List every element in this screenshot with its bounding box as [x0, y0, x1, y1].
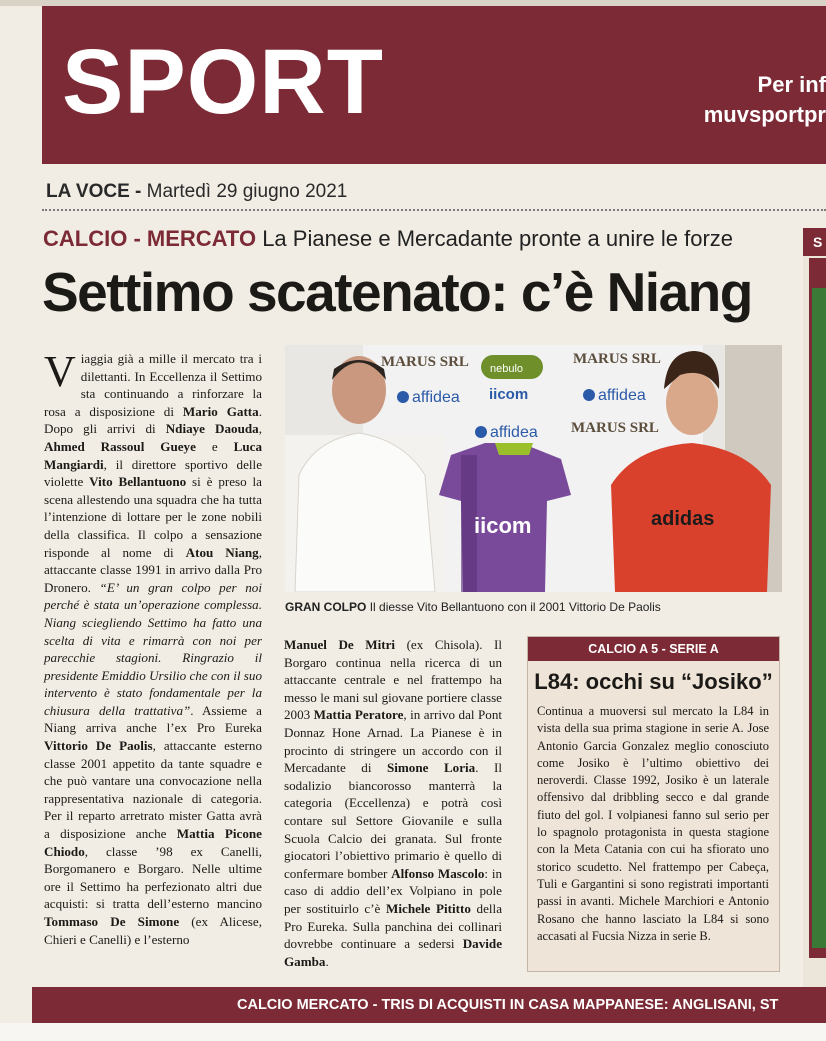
sponsor-marus-3: MARUS SRL: [571, 420, 659, 436]
banner-info-line1: Per inf: [757, 72, 826, 97]
jersey-sponsor: iicom: [474, 513, 532, 538]
dotted-divider: [42, 209, 826, 211]
kicker-category: CALCIO - MERCATO: [43, 226, 257, 251]
adjacent-photo-field: [812, 288, 826, 948]
sidebar-box: [527, 636, 780, 972]
sponsor-affidea-3: affidea: [490, 424, 538, 441]
photo-caption: [285, 600, 782, 614]
section-banner: [42, 6, 826, 164]
sponsor-nebulo: nebulo: [490, 363, 524, 375]
caption-text: Il diesse Vito Bellantuono con il 2001 Vittorio De Paolis: [369, 600, 661, 614]
issue-date: Martedì 29 giugno 2021: [146, 181, 348, 202]
next-page-edge: [0, 1023, 826, 1041]
bottom-teaser-bar: CALCIO MERCATO - TRIS DI ACQUISTI IN CASA MAPPANESE: ANGLISANI, ST: [32, 987, 826, 1023]
photo-illustration: [285, 345, 782, 592]
dateline: [46, 181, 347, 203]
article-headline: Settimo scatenato: c’è Niang: [42, 261, 752, 323]
sponsor-marus-1: MARUS SRL: [381, 354, 469, 370]
drop-cap: V: [44, 347, 76, 396]
sponsor-iicom: iicom: [489, 386, 529, 403]
paper-name: LA VOCE: [46, 181, 130, 202]
kicker-subtitle: La Pianese e Mercadante pronte a unire le forze: [262, 226, 734, 251]
sponsor-marus-2: MARUS SRL: [573, 351, 661, 367]
adjacent-kicker: S: [803, 228, 826, 256]
sponsor-affidea-1: affidea: [412, 389, 460, 406]
sidebar-box-header: CALCIO A 5 - SERIE A: [528, 637, 779, 661]
caption-label: GRAN COLPO: [285, 600, 367, 614]
article-body-part1: iaggia già a mille il mercato tra i dilettanti. In Eccellenza il Settimo sta continuando a rinforzare la rosa a disposizione di Mario Gatta. Dopo gli arrivi di Ndiaye Daouda, Ahmed Rassoul Gueye e Luca Mangiardi, il direttore sportivo delle violette Vito Bellantuono si è preso la scena allestendo una squadra che ha tutta l’intenzione di lottare per le zone nobili della classifica. Il colpo a sensazione risponde al nome di Atou Niang, attaccante classe 1991 in arrivo dalla Pro Dronero. “E’ un gran colpo per noi perché è stata un’operazione complessa. Niang sciegliendo Settimo ha fatto una scelta di vita e rimarrà con noi per parecchie stagioni. Ringrazio il presidente Emiddio Ursilio che con il suo intervento è stato fondamentale per la chiusura della trattativa”. Assieme a Niang arriva anche l’ex Pro Eureka Vittorio De Paolis, attaccante esterno classe 2001 appetito da tante squadre e che può vantare una convocazione nella rappresentativa nazionale di categoria. Per il reparto arretrato mister Gatta avrà a disposizione anche Mattia Picone Chiodo, classe ’98 ex Canelli, Borgomanero e Borgaro. Nelle ultime ore il Settimo ha perfezionato altri due acquisti: si tratta dell’esterno mancino Tommaso De Simone (ex Alicese, Chieri e Canelli) e l’esterno: [44, 351, 262, 947]
tshirt-logo: adidas: [651, 508, 715, 530]
article-column-2: Manuel De Mitri (ex Chisola). Il Borgaro continua nella ricerca di un attaccante centrale e nel frattempo ha messo le mani sul giovane portiere classe 2003 Mattia Peratore, in arrivo dal Pont Donnaz Hone Arnad. La Pianese è in procinto di stringere un accordo con il Mercadante di Simone Loria. Il sodalizio biancorosso manterrà la categoria (Eccellenza) e potrà così contare sul Settore Giovanile e sulla Scuola Calcio dei granata. Sul fronte giocatori l’obiettivo primario è quello di confermare bomber Alfonso Mascolo: in caso di addio dell’ex Volpiano in pole per sostituirlo c’è Michele Pititto della Pro Eureka. Sulla panchina dei collinari dovrebbe continuare a sedersi Davide Gamba.: [284, 637, 503, 969]
article-photo: [285, 345, 782, 592]
banner-info: [704, 70, 826, 130]
dateline-separator: -: [129, 181, 147, 202]
sponsor-affidea-2: affidea: [598, 387, 646, 404]
kicker: [43, 226, 733, 252]
adjacent-article-strip: [803, 228, 826, 988]
sidebar-box-title: L84: occhi su “Josiko”: [534, 669, 773, 694]
banner-info-line2: muvsportpr: [703, 102, 826, 127]
article-column-1: [44, 347, 262, 948]
section-title: SPORT: [62, 31, 384, 133]
sidebar-box-text: Continua a muoversi sul mercato la L84 in vista della sua prima stagione in serie A. Jose Antonio Garcia Gonzalez meglio conosciuto come Josiko è l’ultimo obiettivo dei neroverdi. Classe 1992, Josiko è un laterale offensivo dal dribbling secco e dal grande fiuto del gol. I volpianesi fanno sul serio per lo spagnolo protagonista in questa stagione con la Meta Catania con cui ha sfiorato uno storico scudetto. Nel frattempo per Cabeça, Tuli e Gargantini si sono registrati importanti passi in avanti. Michele Marchiori e Antonio Rosano che hanno lasciato la L84 si sono accasati al Fucsia Nizza in serie B.: [537, 704, 769, 943]
